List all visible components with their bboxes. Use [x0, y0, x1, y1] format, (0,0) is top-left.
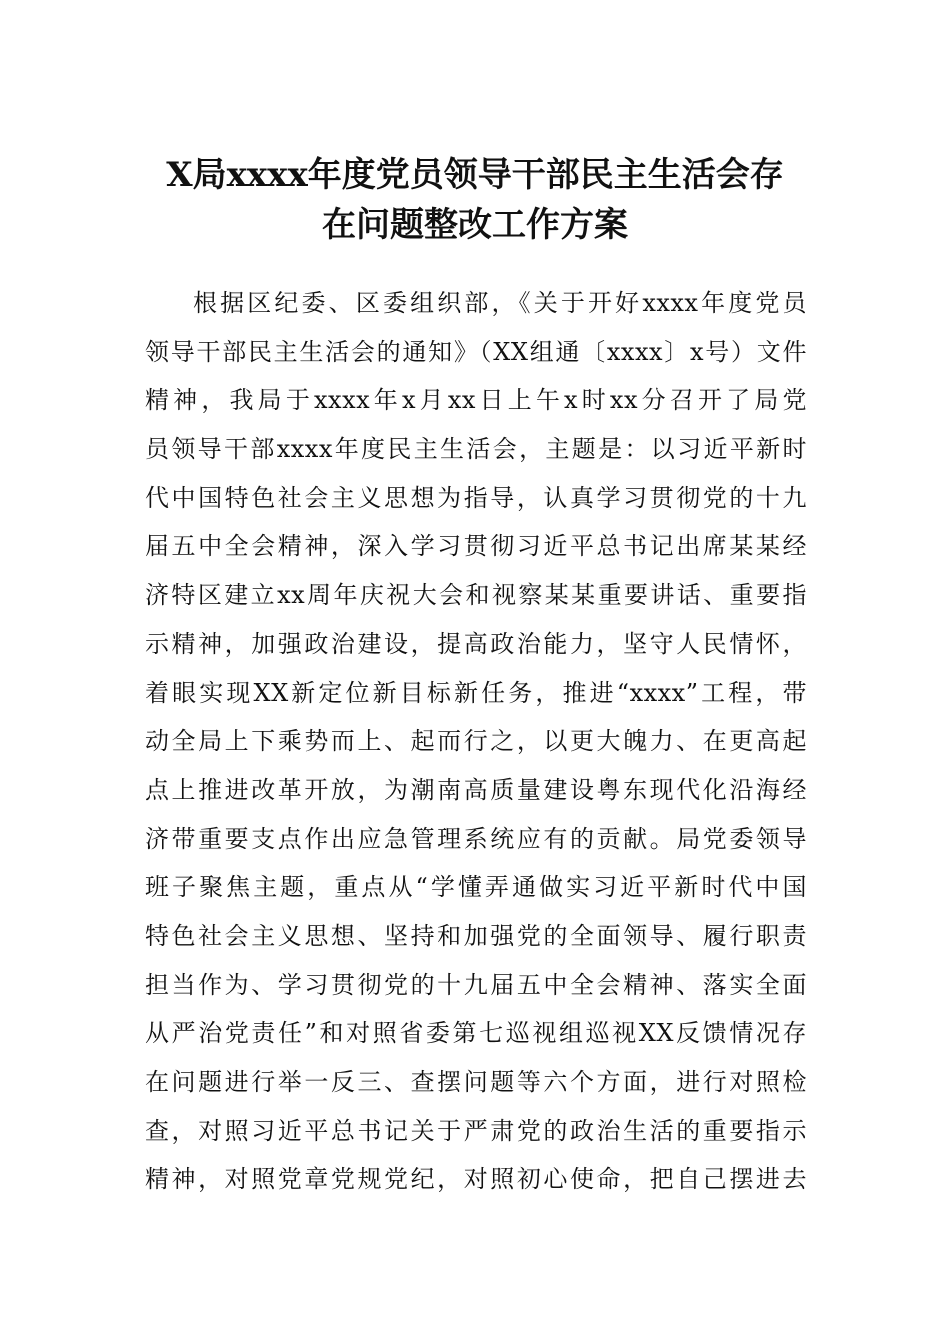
body-line-14: 特色社会主义思想、坚持和加强党的全面领导、履行职责	[145, 921, 807, 950]
body-line-18: 查，对照习近平总书记关于严肃党的政治生活的重要指示	[145, 1116, 807, 1145]
document-body	[145, 279, 807, 1204]
body-line-8: 示精神，加强政治建设，提高政治能力，坚守人民情怀，	[145, 629, 807, 658]
body-line-2: 领导干部民主生活会的通知》（XX组通〔xxxx〕x号）文件	[145, 337, 807, 366]
body-line-1: 根据区纪委、区委组织部，《关于开好xxxx年度党员	[193, 289, 807, 317]
body-line-9: 着眼实现XX新定位新目标新任务，推进“xxxx”工程，带	[145, 678, 807, 707]
body-line-16: 从严治党责任”和对照省委第七巡视组巡视XX反馈情况存	[145, 1019, 807, 1048]
body-line-13: 班子聚焦主题，重点从“学懂弄通做实习近平新时代中国	[145, 873, 807, 902]
body-line-10: 动全局上下乘势而上、起而行之，以更大魄力、在更高起	[145, 727, 807, 756]
body-line-6: 届五中全会精神，深入学习贯彻习近平总书记出席某某经	[145, 532, 807, 561]
body-line-17: 在问题进行举一反三、查摆问题等六个方面，进行对照检	[145, 1068, 807, 1096]
document-title	[140, 150, 810, 250]
body-line-3: 精神，我局于xxxx年x月xx日上午x时xx分召开了局党	[145, 386, 807, 415]
body-line-19: 精神，对照党章党规党纪，对照初心使命，把自己摆进去	[145, 1165, 807, 1194]
title-line-2: 在问题整改工作方案	[322, 205, 628, 245]
body-line-15: 担当作为、学习贯彻党的十九届五中全会精神、落实全面	[145, 970, 807, 999]
body-line-4: 员领导干部xxxx年度民主生活会，主题是：以习近平新时	[145, 435, 807, 464]
body-line-11: 点上推进改革开放，为潮南高质量建设粤东现代化沿海经	[145, 775, 807, 804]
title-line-1: X局xxxx年度党员领导干部民主生活会存	[166, 155, 784, 195]
body-line-5: 代中国特色社会主义思想为指导，认真学习贯彻党的十九	[145, 483, 807, 512]
body-line-7: 济特区建立xx周年庆祝大会和视察某某重要讲话、重要指	[145, 581, 807, 610]
body-line-12: 济带重要支点作出应急管理系统应有的贡献。局党委领导	[145, 824, 807, 853]
